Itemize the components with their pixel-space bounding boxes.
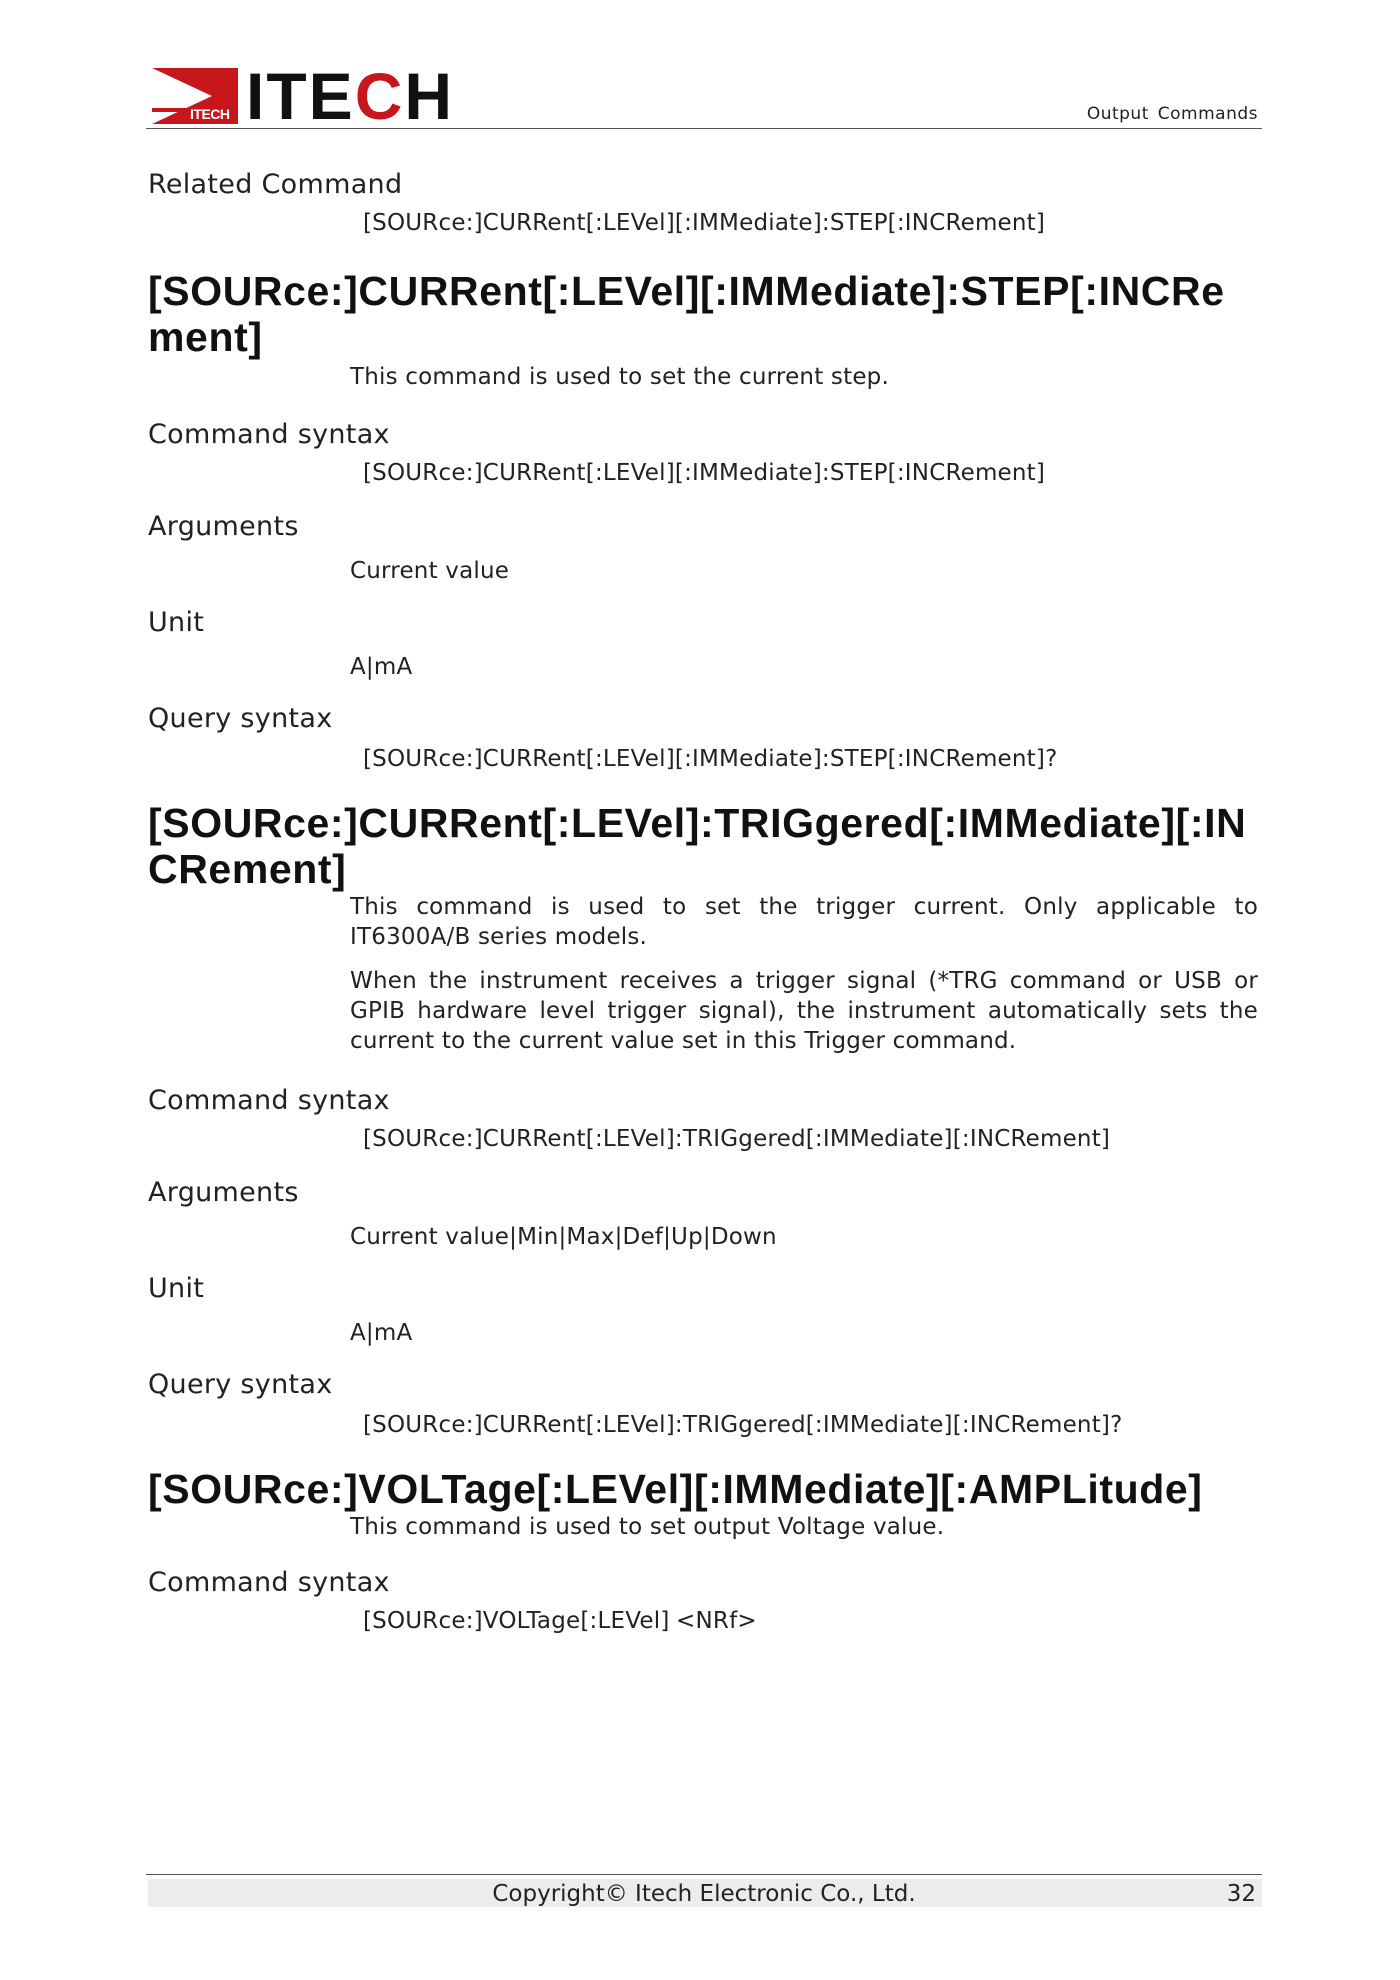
trig-arguments-value: Current value|Min|Max|Def|Up|Down: [350, 1224, 777, 1250]
volt-syntax-value: [SOURce:]VOLTage[:LEVel] <NRf>: [363, 1608, 757, 1634]
trig-command-description-2: When the instrument receives a trigger signal (*TRG command or USB or GPIB hardware level trigger signal), the instrument automatically sets the current to the current value set in this Trigger command.: [350, 968, 1258, 1054]
page-footer: [146, 1874, 1262, 1911]
trig-syntax-label: Command syntax: [148, 1085, 390, 1116]
page-number: 32: [1226, 1881, 1256, 1907]
step-arguments-label: Arguments: [148, 511, 299, 542]
step-query-value: [SOURce:]CURRent[:LEVel][:IMMediate]:STEP[:INCRement]?: [363, 746, 1058, 772]
section-title: Output Commands: [1086, 104, 1258, 124]
volt-command-description: This command is used to set output Voltage value.: [350, 1514, 945, 1540]
logo-wordmark: ITECH: [246, 59, 455, 133]
trig-command-heading: [SOURce:]CURRent[:LEVel]:TRIGgered[:IMMediate][:INCRement]: [148, 800, 1247, 892]
step-command-heading: [SOURce:]CURRent[:LEVel][:IMMediate]:STEP[:INCRement]: [148, 268, 1225, 360]
trig-query-value: [SOURce:]CURRent[:LEVel]:TRIGgered[:IMMediate][:INCRement]?: [363, 1412, 1123, 1438]
step-unit-value: A|mA: [350, 654, 413, 680]
trig-unit-value: A|mA: [350, 1320, 413, 1346]
page-content: [148, 166, 1258, 1638]
step-query-label: Query syntax: [148, 703, 333, 734]
trig-command-description: This command is used to set the trigger current. Only applicable to IT6300A/B series models.: [350, 894, 1258, 950]
trig-unit-label: Unit: [148, 1273, 205, 1304]
volt-command-heading: [SOURce:]VOLTage[:LEVel][:IMMediate][:AMPLitude]: [148, 1466, 1203, 1512]
related-command-value: [SOURce:]CURRent[:LEVel][:IMMediate]:STEP[:INCRement]: [363, 210, 1046, 236]
step-arguments-value: Current value: [350, 558, 510, 584]
trig-syntax-value: [SOURce:]CURRent[:LEVel]:TRIGgered[:IMMediate][:INCRement]: [363, 1126, 1111, 1152]
related-command-label: Related Command: [148, 169, 403, 200]
step-syntax-label: Command syntax: [148, 419, 390, 450]
itech-logo: [152, 59, 455, 133]
volt-syntax-label: Command syntax: [148, 1567, 390, 1598]
logo-small-text: ITECH: [190, 106, 230, 122]
step-command-description: This command is used to set the current step.: [350, 364, 889, 390]
trig-arguments-label: Arguments: [148, 1177, 299, 1208]
footer-copyright: Copyright© Itech Electronic Co., Ltd.: [492, 1881, 916, 1907]
step-unit-label: Unit: [148, 607, 205, 638]
step-syntax-value: [SOURce:]CURRent[:LEVel][:IMMediate]:STEP[:INCRement]: [363, 460, 1046, 486]
itech-logo-mark-icon: [152, 68, 238, 124]
page-header: [146, 59, 1262, 133]
trig-query-label: Query syntax: [148, 1369, 333, 1400]
